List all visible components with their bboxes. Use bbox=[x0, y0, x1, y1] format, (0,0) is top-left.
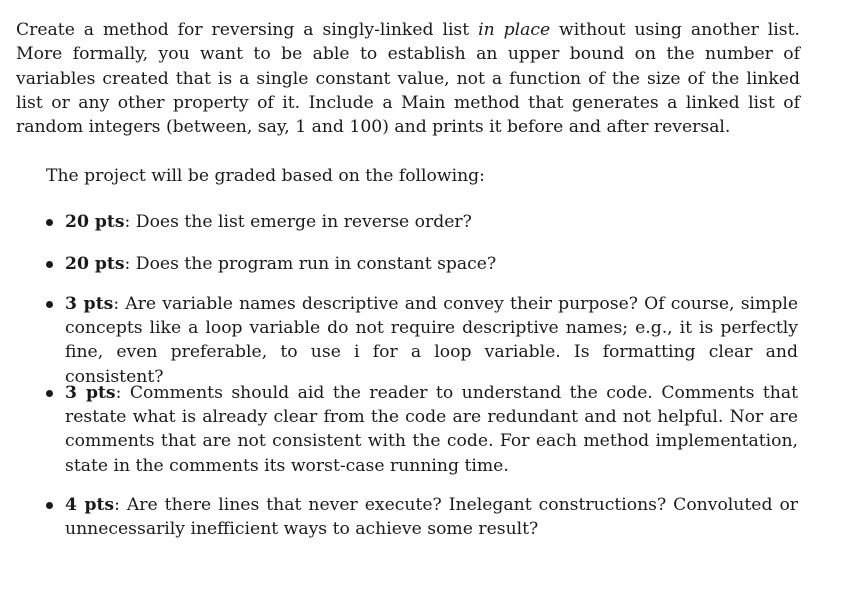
intro-text-part1: Create a method for reversing a singly-linked list bbox=[16, 20, 479, 40]
grading-item-points: 20 pts bbox=[65, 254, 125, 274]
grading-item bbox=[65, 493, 798, 541]
grading-item-text: : Are there lines that never execute? Inelegant constructions? Convoluted or unnecessarily inefficient ways to achieve some result? bbox=[65, 495, 799, 540]
grading-item-text: : Comments should aid the reader to understand the code. Comments that restate what is already clear from the code are redundant and not helpful. Nor are comments that are not consistent with the code. For each method implementation, state in the comments its worst-case running time. bbox=[65, 383, 798, 476]
bullet-icon bbox=[46, 301, 53, 308]
grading-item-points: 20 pts bbox=[65, 212, 125, 232]
bullet-icon bbox=[46, 502, 53, 509]
grading-item bbox=[65, 210, 798, 234]
intro-text-part2: without using another list. More formally, you want to be able to establish an upper bound on the number of variables created that is a single constant value, not a function of the size of the linked list or any other property of it. Include a Main method that generates a linked list of random integers (between, say, 1 and 100) and prints it before and after reversal. bbox=[16, 20, 800, 138]
bullet-icon bbox=[46, 261, 53, 268]
grading-item-text: : Does the list emerge in reverse order? bbox=[124, 212, 472, 232]
intro-paragraph bbox=[16, 18, 800, 139]
grading-lead: The project will be graded based on the following: bbox=[46, 166, 485, 186]
grading-item-points: 3 pts bbox=[65, 294, 114, 314]
grading-item bbox=[65, 252, 798, 276]
grading-item-points: 4 pts bbox=[65, 495, 115, 515]
grading-item-text: : Are variable names descriptive and convey their purpose? Of course, simple concepts like a loop variable do not require descriptive names; e.g., it is perfectly fine, even preferable, to use i for a loop variable. Is formatting clear and consistent? bbox=[65, 294, 798, 387]
grading-item bbox=[65, 381, 798, 478]
grading-item-points: 3 pts bbox=[65, 383, 116, 403]
grading-item bbox=[65, 292, 798, 389]
bullet-icon bbox=[46, 219, 53, 226]
intro-emphasis: in place bbox=[478, 20, 551, 40]
bullet-icon bbox=[46, 390, 53, 397]
grading-item-text: : Does the program run in constant space? bbox=[124, 254, 497, 274]
